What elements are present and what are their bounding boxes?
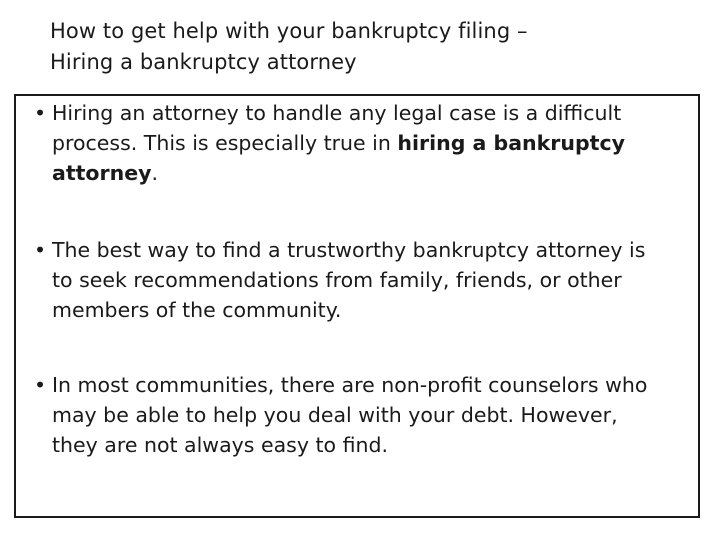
bullet-1-highlight-end: attorney <box>52 161 152 185</box>
bullet-3-line-1: In most communities, there are non-profit counselors who <box>52 373 648 397</box>
bullet-dot: • <box>34 238 47 262</box>
bullet-1-line-2-text: process. This is especially true in <box>52 131 398 155</box>
content-box <box>14 94 700 518</box>
bullet-item-3 <box>34 370 700 460</box>
slide-title <box>50 16 670 78</box>
bullet-1-line-3 <box>34 158 700 188</box>
bullet-1-trailing: . <box>151 161 159 185</box>
bullet-1-line-1: Hiring an attorney to handle any legal case is a difficult <box>52 101 622 125</box>
bullet-2-line-2: to seek recommendations from family, friends, or other <box>52 268 622 292</box>
bullet-2-line-3: members of the community. <box>52 298 342 322</box>
title-line-2: Hiring a bankruptcy attorney <box>50 50 357 74</box>
bullet-dot: • <box>34 373 47 397</box>
bullet-2-line-1: The best way to find a trustworthy bankruptcy attorney is <box>52 238 646 262</box>
bullet-1-highlight: hiring a bankruptcy <box>397 131 625 155</box>
bullet-3-line-2: may be able to help you deal with your debt. However, <box>52 403 618 427</box>
bullet-item-2 <box>34 235 700 325</box>
bullet-item-1 <box>34 98 700 188</box>
bullet-3-line-3: they are not always easy to find. <box>52 433 388 457</box>
title-line-1: How to get help with your bankruptcy filing – <box>50 19 528 43</box>
bullet-dot: • <box>34 101 47 125</box>
bullet-1-line-2 <box>34 128 700 158</box>
